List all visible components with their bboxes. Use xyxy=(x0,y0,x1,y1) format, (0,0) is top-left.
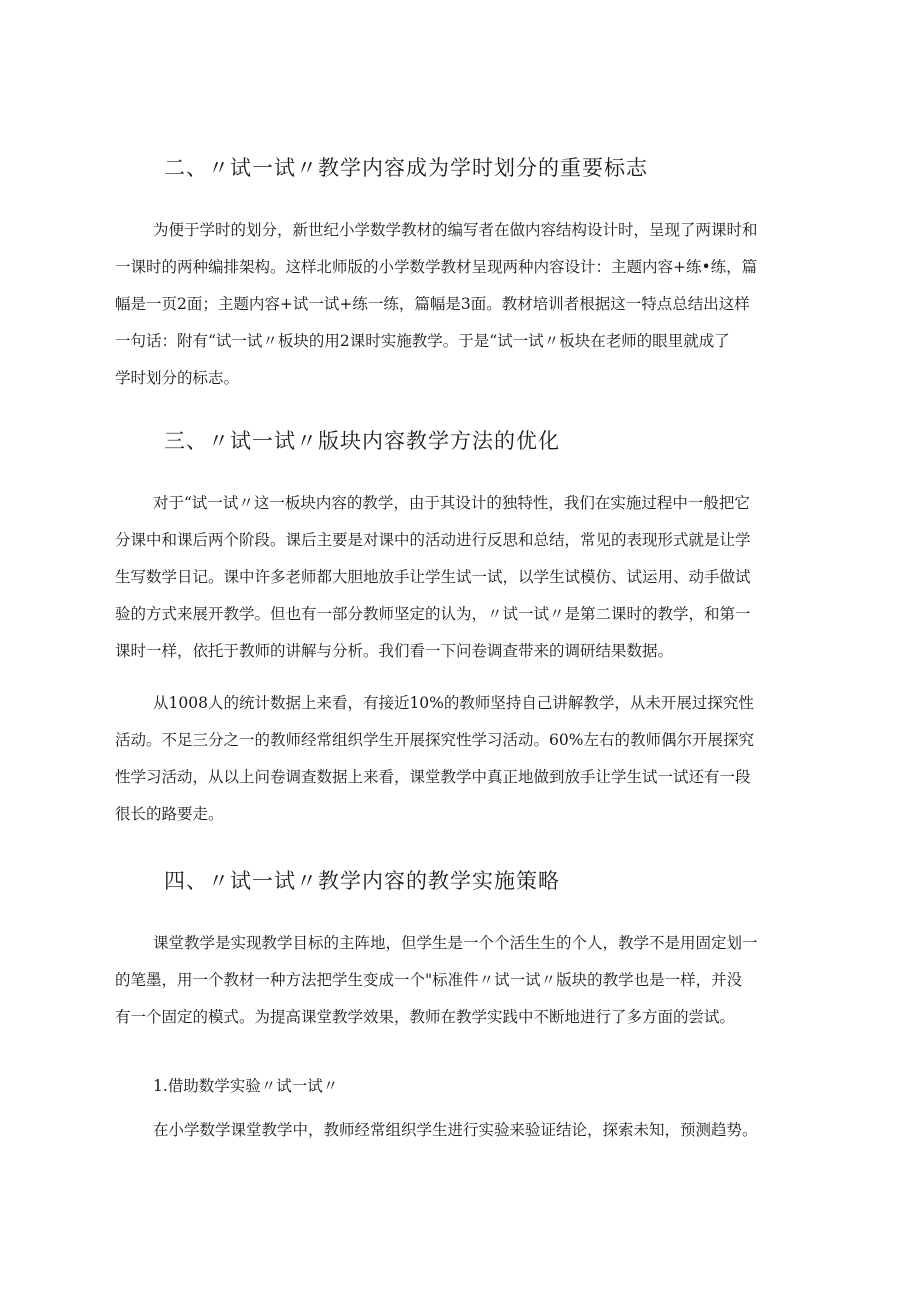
paragraph xyxy=(115,485,815,670)
paragraph-line: 分课中和课后两个阶段。课后主要是对课中的活动进行反思和总结，常见的表现形式就是让学 xyxy=(115,531,751,549)
paragraph-line: 生写数学日记。课中许多老师都大胆地放手让学生试一试，以学生试模仿、试运用、动手做试 xyxy=(115,568,751,586)
paragraph-line: 幅是一页2面；主题内容+试一试+练一练，篇幅是3面。教材培训者根据这一特点总结出这样 xyxy=(115,295,750,313)
paragraph-line: 在小学数学课堂教学中，教师经常组织学生进行实验来验证结论，探索未知，预测趋势。 xyxy=(153,1121,758,1139)
paragraph xyxy=(115,1112,815,1149)
paragraph-line: 的笔墨，用一个教材一种方法把学生变成一个"标准件〃试一试〃版块的教学也是一样，并没 xyxy=(115,971,743,989)
paragraph-line: 一课时的两种编排架构。这样北师版的小学数学教材呈现两种内容设计：主题内容+练•练，篇 xyxy=(115,258,758,276)
paragraph-line: 有一个固定的模式。为提高课堂教学效果，教师在教学实践中不断地进行了多方面的尝试。 xyxy=(115,1008,736,1026)
paragraph xyxy=(115,212,815,397)
paragraph-line: 学时划分的标志。 xyxy=(115,369,240,387)
paragraph-line: 很长的路要走。 xyxy=(115,805,224,823)
paragraph-line: 活动。不足三分之一的教师经常组织学生开展探究性学习活动。60%左右的教师偶尔开展探究 xyxy=(115,731,754,749)
section-heading-3: 三、〃试一试〃版块内容教学方法的优化 xyxy=(164,429,560,453)
paragraph-line: 对于“试一试〃这一板块内容的教学，由于其设计的独特性，我们在实施过程中一般把它 xyxy=(153,494,750,512)
paragraph-line: 性学习活动，从以上问卷调查数据上来看，课堂教学中真正地做到放手让学生试一试还有一段 xyxy=(115,768,751,786)
paragraph xyxy=(115,925,815,1036)
paragraph-line: 课时一样，依托于教师的讲解与分析。我们看一下问卷调查带来的调研结果数据。 xyxy=(115,642,674,660)
paragraph-line: 从1008人的统计数据上来看，有接近10%的教师坚持自己讲解教学，从未开展过探究性 xyxy=(153,694,754,712)
paragraph-line: 一句话：附有“试一试〃板块的用2课时实施教学。于是“试一试〃板块在老师的眼里就成了 xyxy=(115,332,730,350)
paragraph-line: 为便于学时的划分，新世纪小学数学教材的编写者在做内容结构设计时，呈现了两课时和 xyxy=(153,221,758,239)
section-heading-4: 四、〃试一试〃教学内容的教学实施策略 xyxy=(164,869,560,893)
subsection-heading: 1.借助数学实验〃试一试〃 xyxy=(153,1077,339,1095)
paragraph-line: 验的方式来展开教学。但也有一部分教师坚定的认为，〃试一试〃是第二课时的教学，和第一 xyxy=(115,605,751,623)
paragraph-line: 课堂教学是实现教学目标的主阵地，但学生是一个个活生生的个人，教学不是用固定划一 xyxy=(153,934,758,952)
paragraph xyxy=(115,685,815,833)
section-heading-2: 二、〃试一试〃教学内容成为学时划分的重要标志 xyxy=(164,156,648,180)
